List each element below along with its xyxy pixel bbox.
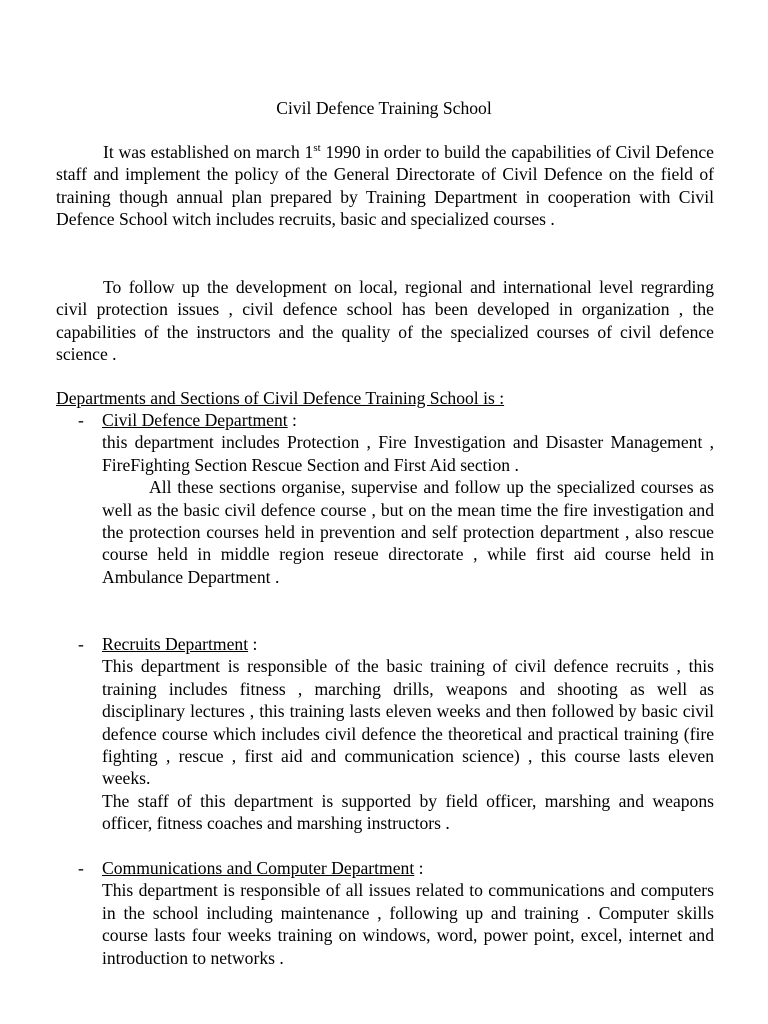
department-details: The staff of this department is supported by field officer, marshing and weapons officer, fitness coaches and marshing instructors . [102, 790, 714, 834]
ordinal-superscript: st [313, 142, 321, 154]
intro-paragraph-1 [56, 141, 714, 231]
department-description: This department is responsible of all issues related to communications and computers in the school including maintenance , following up and training . Computer skills course lasts four weeks training on windows, word, power point, excel, internet and introduction to networks . [102, 880, 714, 968]
department-title: Recruits Department [102, 634, 249, 654]
department-item-civil-defence [56, 409, 750, 588]
department-description: this department includes Protection , Fire Investigation and Disaster Management , FireFighting Section Rescue Section and First Aid section . [102, 432, 750, 475]
department-title-suffix: : [287, 410, 297, 430]
bullet-dash: - [78, 410, 84, 430]
departments-heading: Departments and Sections of Civil Defence Training School is : [56, 388, 505, 408]
department-description: This department is responsible of the basic training of civil defence recruits , this training includes fitness , marching drills, weapons and shooting as well as disciplinary lectures , this training lasts eleven weeks and then followed by basic civil defence course which includes civil defence the theoretical and practical training (fire fighting , rescue , first aid and communication science) , this course lasts eleven weeks. [102, 656, 714, 789]
intro-paragraph-2: To follow up the development on local, regional and international level regrarding civil protection issues , civil defence school has been developed in organization , the capabilities of the instructors and the quality of the specialized courses of civil defence science . [56, 277, 714, 365]
bullet-dash: - [78, 634, 84, 654]
department-title-suffix: : [248, 634, 258, 654]
department-title: Communications and Computer Department [102, 858, 415, 878]
bullet-dash: - [78, 858, 84, 878]
intro-p1-rest: 1990 in order to build the capabilities of Civil Defence staff and implement the policy of the General Directorate of Civil Defence on the field of training though annual plan prepared by Training Department in cooperation with Civil Defence School witch includes recruits, basic and specialized courses . [56, 142, 714, 230]
document-title: Civil Defence Training School [276, 98, 492, 118]
department-title: Civil Defence Department [102, 410, 288, 430]
department-item-recruits [56, 633, 714, 835]
department-item-communications [56, 857, 714, 969]
department-details: All these sections organise, supervise and follow up the specialized courses as well as the basic civil defence course , but on the mean time the fire investigation and the protection courses held in prevention and self protection department , also rescue course held in middle region reseue directorate , while first aid course held in Ambulance Department . [102, 477, 714, 587]
department-title-suffix: : [414, 858, 424, 878]
intro-p1-start: It was established on march 1 [103, 142, 314, 162]
